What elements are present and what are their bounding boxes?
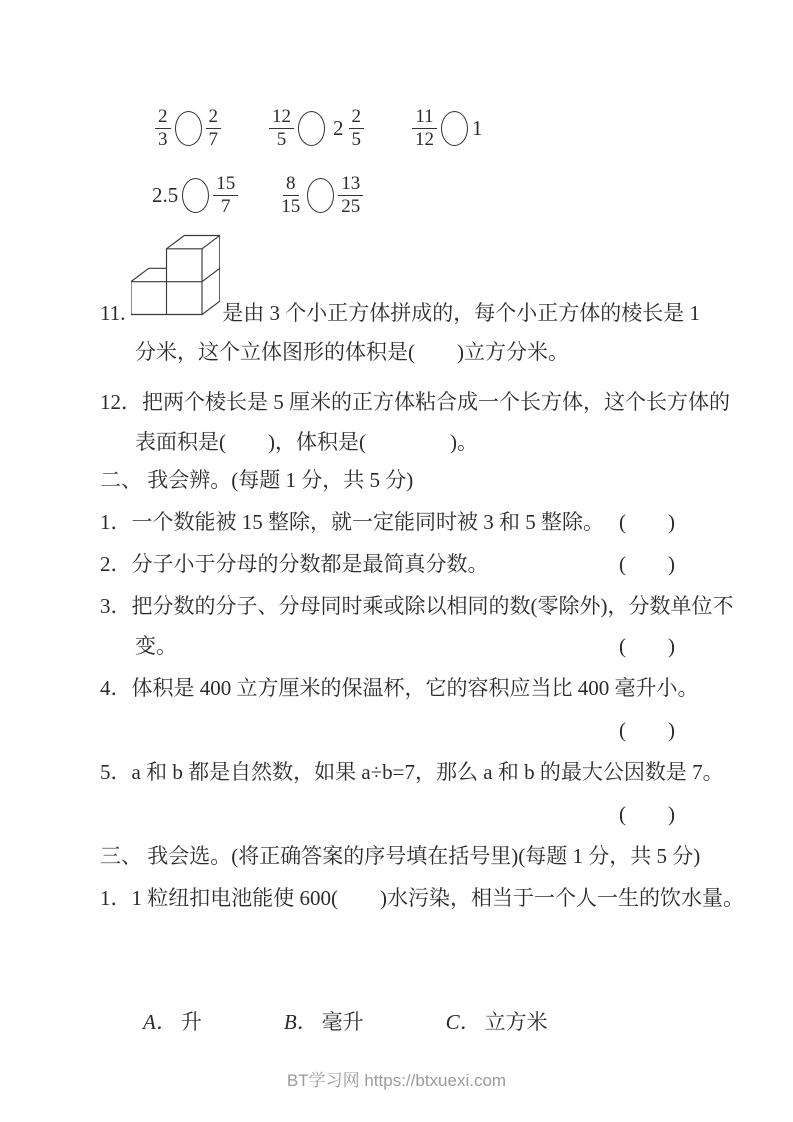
fraction-denominator: 12 <box>415 128 434 150</box>
comparison-item <box>278 173 363 217</box>
fraction <box>269 106 294 150</box>
fraction-numerator: 13 <box>338 173 363 195</box>
fraction-numerator: 11 <box>412 106 436 128</box>
mc-options-row <box>100 1008 700 1036</box>
fraction <box>338 173 363 217</box>
question-11 <box>100 224 700 326</box>
tf-question-2 <box>100 550 700 578</box>
fraction-denominator: 7 <box>208 128 218 150</box>
fraction <box>278 173 303 217</box>
site-watermark: BT学习网 https://btxuexi.com <box>286 1071 507 1090</box>
fraction <box>206 106 222 150</box>
comparison-circle-icon <box>175 111 202 146</box>
comparison-item <box>412 106 483 150</box>
question-text: 变。 <box>135 634 177 658</box>
answer-bracket: ( ) <box>619 552 675 576</box>
answer-bracket: ( ) <box>619 510 675 534</box>
option-letter: A． <box>143 1010 177 1034</box>
fraction-numerator: 2 <box>349 106 365 128</box>
fraction-denominator: 25 <box>341 195 361 217</box>
comparison-circle-icon <box>441 111 468 146</box>
decimal-number: 2.5 <box>152 182 179 207</box>
comparison-circle-icon <box>298 111 325 146</box>
whole-number: 1 <box>472 115 483 140</box>
question-12-line1: 12．把两个棱长是 5 厘米的正方体粘合成一个长方体，这个长方体的 <box>100 390 730 414</box>
option-b <box>284 1008 364 1036</box>
option-letter: B． <box>283 1010 318 1034</box>
worksheet-content <box>100 0 744 1036</box>
fraction <box>213 173 238 217</box>
tf-question-4: 4．体积是 400 立方厘米的保温杯，它的容积应当比 400 毫升小。 <box>100 676 699 700</box>
comparison-row-1 <box>100 102 700 154</box>
comparison-circle-icon <box>182 178 209 213</box>
tf-question-3-line1: 3．把分数的分子、分母同时乘或除以相同的数(零除外)，分数单位不 <box>100 594 734 618</box>
fraction <box>412 106 437 150</box>
fraction-numerator: 2 <box>155 106 171 128</box>
section-3-title: 三、 我会选。(将正确答案的序号填在括号里)(每题 1 分，共 5 分) <box>100 844 701 868</box>
question-text: 1．一个数能被 15 整除，就一定能同时被 3 和 5 整除。 <box>100 510 604 534</box>
option-label: 升 <box>180 1010 202 1034</box>
answer-bracket: ( ) <box>619 718 675 742</box>
fraction <box>349 106 365 150</box>
mixed-number-whole: 2 <box>333 115 344 140</box>
mc-question-1: 1．1 粒纽扣电池能使 600( )水污染，相当于一个人一生的饮水量。 <box>100 886 744 910</box>
tf-question-3-line2 <box>100 632 700 660</box>
answer-bracket: ( ) <box>619 634 675 658</box>
cube-figure-icon <box>131 224 220 326</box>
question-text: 2．分子小于分母的分数都是最简真分数。 <box>100 552 489 576</box>
comparison-item <box>152 173 238 217</box>
answer-bracket: ( ) <box>619 802 675 826</box>
option-label: 立方米 <box>484 1010 548 1034</box>
question-text: 是由 3 个小正方体拼成的，每个小正方体的棱长是 1 <box>222 301 700 325</box>
tf-question-1 <box>100 508 700 536</box>
fraction-numerator: 12 <box>269 106 294 128</box>
fraction-denominator: 15 <box>281 195 301 217</box>
fraction-denominator: 5 <box>351 128 361 150</box>
fraction-denominator: 7 <box>221 195 231 217</box>
comparison-item <box>155 106 221 150</box>
fraction-numerator: 2 <box>206 106 222 128</box>
fraction-numerator: 8 <box>283 173 299 195</box>
option-letter: C． <box>445 1010 481 1034</box>
option-c <box>446 1008 548 1036</box>
question-number: 11. <box>100 301 126 325</box>
comparison-item <box>269 106 364 150</box>
fraction-numerator: 15 <box>213 173 238 195</box>
tf-question-5-bracket-row <box>100 800 700 828</box>
fraction-denominator: 3 <box>158 128 168 150</box>
option-a <box>143 1008 202 1036</box>
comparison-circle-icon <box>307 178 334 213</box>
section-2-title: 二、 我会辨。(每题 1 分，共 5 分) <box>100 468 414 492</box>
tf-question-5: 5．a 和 b 都是自然数，如果 a÷b=7，那么 a 和 b 的最大公因数是 7。 <box>100 760 724 784</box>
tf-question-4-bracket-row <box>100 716 700 744</box>
question-12-line2: 表面积是( )，体积是( )。 <box>135 430 478 454</box>
comparison-row-2 <box>100 170 700 220</box>
fraction-denominator: 5 <box>276 128 287 150</box>
question-11-line2: 分米，这个立体图形的体积是( )立方分米。 <box>135 340 569 364</box>
option-label: 毫升 <box>321 1010 364 1034</box>
fraction <box>155 106 171 150</box>
